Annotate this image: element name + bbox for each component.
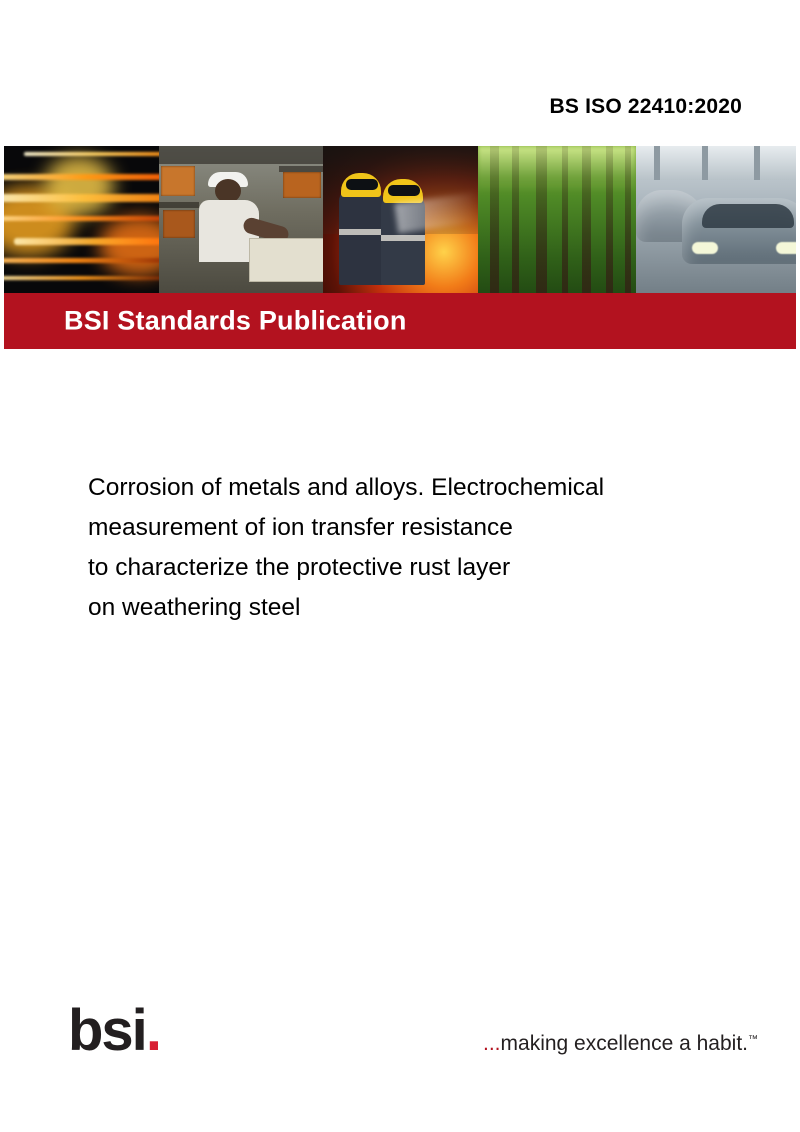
bsi-logo-text: bsi: [68, 998, 146, 1063]
warehouse-worker-photo: [159, 146, 323, 293]
document-title: [88, 468, 800, 628]
night-traffic-light-trails-photo: [4, 146, 159, 293]
title-line-2: measurement of ion transfer resistance: [88, 514, 513, 541]
bsi-logo: [68, 1000, 188, 1062]
trademark-symbol: ™: [748, 1034, 758, 1045]
tagline-lead: ...: [483, 1032, 501, 1055]
standard-number: BS ISO 22410:2020: [549, 95, 742, 118]
crate: [249, 238, 323, 282]
bsi-logo-dot: .: [145, 998, 160, 1063]
cover-image-band: [4, 146, 796, 293]
title-line-3: to characterize the protective rust layer: [88, 554, 511, 581]
banner-title: BSI Standards Publication: [64, 305, 407, 336]
tagline-text: making excellence a habit.: [500, 1032, 748, 1055]
bsi-standards-publication-banner: [4, 293, 796, 349]
title-line-1: Corrosion of metals and alloys. Electrochemical: [88, 474, 605, 501]
bsi-tagline: [483, 1032, 758, 1056]
forest-photo: [478, 146, 636, 293]
car-manufacturing-photo: [636, 146, 796, 293]
firefighters-photo: [323, 146, 478, 293]
title-line-4: on weathering steel: [88, 594, 301, 621]
